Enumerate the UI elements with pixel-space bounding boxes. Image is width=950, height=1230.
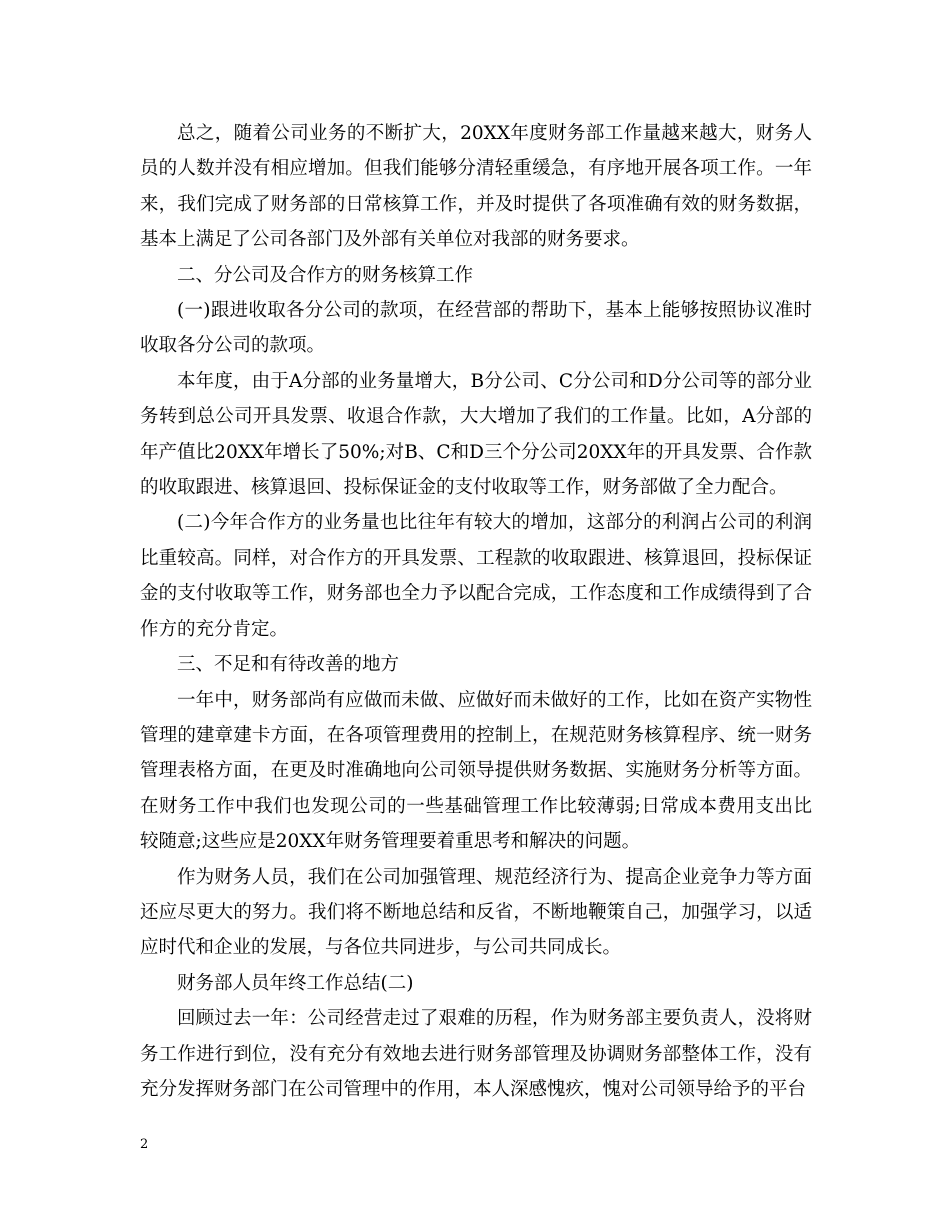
paragraph-annual-workload: 本年度，由于A分部的业务量增大，B分公司、C分公司和D分公司等的部分业务转到总公司开具发票、收退合作款，大大增加了我们的工作量。比如，A分部的年产值比20XX年增长了50%;对B、C和D三个分公司20XX年的开具发票、合作款的收取跟进、核算退回、投标保证金的支付收取等工作，财务部做了全力配合。 [140,370,812,499]
paragraph-future-effort: 作为财务人员，我们在公司加强管理、规范经济行为、提高企业竞争力等方面还应尽更大的努力。我们将不断地总结和反省，不断地鞭策自己，加强学习，以适应时代和企业的发展，与各位共同进步，与公司共同成长。 [140,866,812,959]
document-body [140,116,812,1107]
section-heading-shortcomings: 三、不足和有待改善的地方 [177,654,400,676]
section-heading-branch-accounting: 二、分公司及合作方的财务核算工作 [177,264,474,286]
paragraph-shortcomings-detail: 一年中，财务部尚有应做而未做、应做好而未做好的工作，比如在资产实物性管理的建章建卡方面，在各项管理费用的控制上，在规范财务核算程序、统一财务管理表格方面，在更及时准确地向公司领导提供财务数据、实施财务分析等方面。在财务工作中我们也发现公司的一些基础管理工作比较薄弱;日常成本费用支出比较随意;这些应是20XX年财务管理要着重思考和解决的问题。 [140,689,812,853]
page-number: 2 [140,1137,149,1152]
paragraph-branch-collection: (一)跟进收取各分公司的款项，在经营部的帮助下，基本上能够按照协议准时收取各分公司的款项。 [140,300,812,357]
section-heading-summary-two: 财务部人员年终工作总结(二) [177,972,414,994]
paragraph-review: 回顾过去一年：公司经营走过了艰难的历程，作为财务部主要负责人，没将财务工作进行到位，没有充分有效地去进行财务部管理及协调财务部整体工作，没有充分发挥财务部门在公司管理中的作用，本人深感愧疚，愧对公司领导给予的平台 [140,1008,812,1100]
paragraph-partner-business: (二)今年合作方的业务量也比往年有较大的增加，这部分的利润占公司的利润比重较高。同样，对合作方的开具发票、工程款的收取跟进、核算退回，投标保证金的支付收取等工作，财务部也全力予以配合完成，工作态度和工作成绩得到了合作方的充分肯定。 [140,512,812,640]
paragraph-summary: 总之，随着公司业务的不断扩大，20XX年度财务部工作量越来越大，财务人员的人数并没有相应增加。但我们能够分清轻重缓急，有序地开展各项工作。一年来，我们完成了财务部的日常核算工作，并及时提供了各项准确有效的财务数据，基本上满足了公司各部门及外部有关单位对我部的财务要求。 [140,123,812,251]
